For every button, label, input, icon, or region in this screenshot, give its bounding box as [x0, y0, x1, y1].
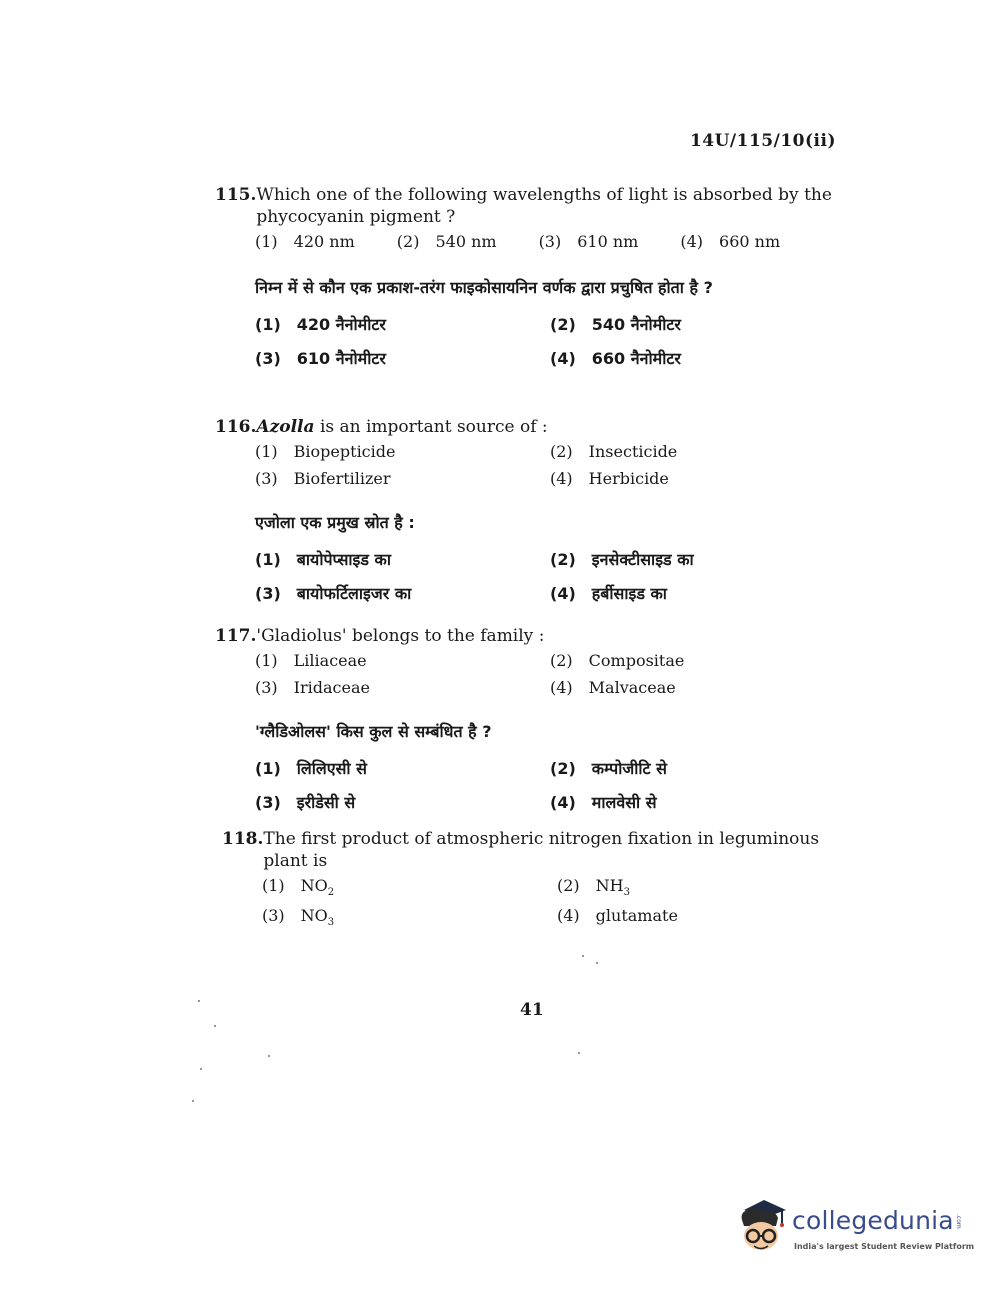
option-2-hi: (2) कम्पोजीटि से	[550, 759, 668, 778]
option-3: (3) Biofertilizer	[255, 469, 391, 488]
option-3: (3) $NO_3$	[262, 906, 335, 929]
question-text-en: Azolla is an important source of :	[256, 417, 548, 437]
scan-speck	[200, 1068, 202, 1070]
option-1-hi: (1) बायोपेप्साइड का	[255, 550, 391, 569]
option-4: (4) 660 nm	[680, 232, 781, 251]
question-text-en: Which one of the following wavelengths of light is absorbed by the phycocyanin pigment ?	[256, 185, 832, 227]
question-number: 116.	[215, 417, 257, 437]
options-en	[215, 442, 845, 488]
scan-speck	[268, 1055, 270, 1057]
mascot-icon	[734, 1196, 790, 1256]
question-number: 117.	[215, 626, 257, 646]
option-1-hi: (1) 420 नैनोमीटर	[255, 315, 386, 334]
options-en	[215, 232, 845, 251]
question-118	[222, 828, 847, 928]
option-2: (2) 540 nm	[396, 232, 497, 251]
option-3: (3) Iridaceae	[255, 678, 370, 697]
scan-speck	[192, 1100, 194, 1102]
question-115	[215, 184, 845, 369]
option-2-hi: (2) इनसेक्टीसाइड का	[550, 550, 694, 569]
scan-speck	[596, 962, 598, 964]
option-1: (1) 420 nm	[255, 232, 355, 251]
paper-code: 14U/115/10(ii)	[689, 131, 836, 151]
brand-name: collegedunia	[792, 1206, 954, 1235]
option-4-hi: (4) हर्बीसाइड का	[550, 584, 667, 603]
option-4: (4) glutamate	[557, 906, 678, 926]
scan-speck	[582, 955, 584, 957]
option-3: (3) 610 nm	[538, 232, 639, 251]
option-2: (2) Insecticide	[550, 442, 678, 461]
question-117	[215, 625, 845, 813]
question-text-hi: निम्न में से कौन एक प्रकाश-तरंग फाइकोसायनिन वर्णक द्वारा प्रचुषित होता है ?	[255, 278, 713, 297]
brand-suffix: .com	[955, 1214, 962, 1229]
scan-speck	[214, 1025, 216, 1027]
option-4: (4) Herbicide	[550, 469, 669, 488]
scan-speck	[578, 1052, 580, 1054]
option-4-hi: (4) मालवेसी से	[550, 793, 657, 812]
option-1-hi: (1) लिलिएसी से	[255, 759, 367, 778]
question-text-hi: 'ग्लैडिओलस' किस कुल से सम्बंधित है ?	[255, 722, 492, 741]
option-1: (1) Biopepticide	[255, 442, 396, 461]
option-2: (2) $NH_3$	[557, 876, 630, 899]
option-2-hi: (2) 540 नैनोमीटर	[550, 315, 681, 334]
option-1: (1) Liliaceae	[255, 651, 367, 670]
option-2: (2) Compositae	[550, 651, 685, 670]
options-hi	[215, 548, 845, 604]
options-en	[215, 651, 845, 697]
option-1: (1) $NO_2$	[262, 876, 335, 899]
question-number: 118.	[222, 829, 264, 849]
collegedunia-logo	[734, 1196, 975, 1262]
option-3-hi: (3) इरीडेसी से	[255, 793, 356, 812]
option-4: (4) Malvaceae	[550, 678, 676, 697]
option-3-hi: (3) बायोफर्टिलाइजर का	[255, 584, 412, 603]
question-text-hi: एजोला एक प्रमुख स्रोत है :	[255, 513, 415, 532]
option-3-hi: (3) 610 नैनोमीटर	[255, 349, 386, 368]
options-hi	[215, 757, 845, 813]
question-text-en: The first product of atmospheric nitrogen fixation in leguminous plant is	[263, 829, 820, 871]
page-number: 41	[520, 1000, 544, 1020]
question-116	[215, 416, 845, 604]
question-number: 115.	[215, 185, 257, 205]
option-4-hi: (4) 660 नैनोमीटर	[550, 349, 681, 368]
question-text-en: 'Gladiolus' belongs to the family :	[256, 626, 545, 646]
options-hi	[215, 313, 845, 369]
brand-tagline: India's largest Student Review Platform	[794, 1242, 975, 1251]
scan-speck	[198, 1000, 200, 1002]
options-en	[222, 876, 847, 928]
